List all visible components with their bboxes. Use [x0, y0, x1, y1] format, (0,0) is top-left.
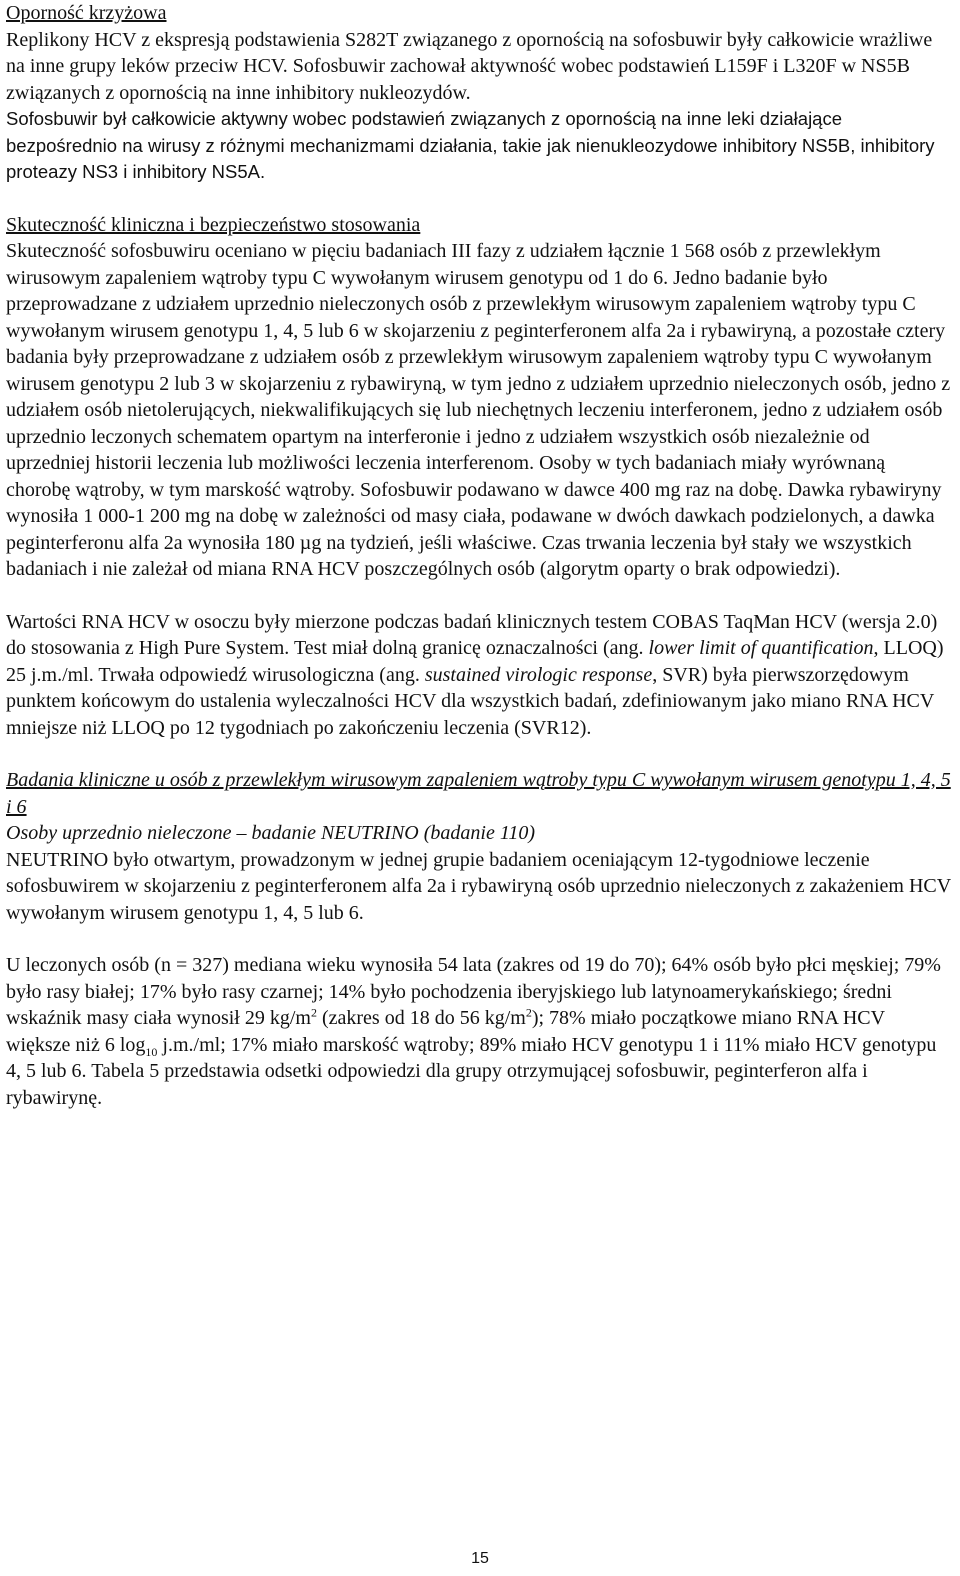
text-run: ); 78% miało początkowe miano RNA HCV większe niż 6 log: [6, 1007, 885, 1056]
spacer: [6, 741, 954, 767]
spacer: [6, 926, 954, 952]
efficacy-paragraph-1: Skuteczność sofosbuwiru oceniano w pięciu badaniach III fazy z udziałem łącznie 1 568 osób z przewlekłym wirusowym zapaleniem wątroby typu C wywołanym wirusem genotypu od 1 do 6. Jedno badanie było przeprowadzane z udziałem uprzednio nieleczonych osób z przewlekłym wirusowym zapaleniem wątroby typu C wywołanym wirusem genotypu 1, 4, 5 lub 6 w skojarzeniu z peginterferonem alfa 2a i rybawiryną, a pozostałe cztery badania były przeprowadzane z udziałem osób z przewlekłym wirusowym zapaleniem wątroby typu C wywołanym wirusem genotypu 2 lub 3 w skojarzeniu z rybawiryną, w tym jedno z udziałem uprzednio nieleczonych osób, jedno z udziałem osób nietolerujących, niekwalifikujących się lub niechętnych leczeniu interferonem, jedno z udziałem osób uprzednio leczonych schematem opartym na interferonie i jedno z udziałem wszystkich osób niezależnie od uprzedniej historii leczenia lub możliwości leczenia interferenom. Osoby w tych badaniach miały wyrównaną chorobę wątroby, w tym marskość wątroby. Sofosbuwir podawano w dawce 400 mg raz na dobę. Dawka rybawiryny wynosiła 1 000-1 200 mg na dobę w zależności od masy ciała, podawane w dwóch dawkach podzielonych, a dawka peginterferonu alfa 2a wynosiła 180 µg na tydzień, jeśli właściwe. Czas trwania leczenia był stały we wszystkich badaniach i nie zależał od miana RNA HCV poszczególnych osób (algorytm oparty o brak odpowiedzi).: [6, 240, 951, 580]
neutrino-subheading: Osoby uprzednio nieleczone – badanie NEUTRINO (badanie 110): [6, 822, 535, 844]
efficacy-paragraph-2: [6, 609, 954, 742]
resistance-paragraph-1: Replikony HCV z ekspresją podstawienia S282T związanego z opornością na sofosbuwir były całkowicie wrażliwe na inne grupy leków przeciw HCV. Sofosbuwir zachował aktywność wobec podstawień L159F i L320F w NS5B związanych z opornością na inne inhibitory nukleozydów.: [6, 28, 933, 104]
text-run: Wartości RNA HCV w osoczu były mierzone podczas badań klinicznych testem COBAS TaqMan HCV (wersja 2.0) do stosowania z High Pure System. Test miał dolną granicę oznaczalności (ang.: [6, 610, 938, 659]
neutrino-paragraph-2: [6, 952, 954, 1111]
neutrino-heading: Badania kliniczne u osób z przewlekłym wirusowym zapaleniem wątroby typu C wywołanym wirusem genotypu 1, 4, 5 i 6: [6, 769, 951, 818]
document-page: [6, 0, 954, 1111]
spacer: [6, 186, 954, 212]
text-run: U leczonych osób (n = 327) mediana wieku wynosiła 54 lata (zakres od 19 do 70); 64% osób było płci męskiej; 79% było rasy białej; 17% było rasy czarnej; 14% było pochodzenia iberyjskiego lub latynoamerykańskiego; średni wskaźnik masy ciała wynosił 29 kg/m: [6, 954, 941, 1029]
text-run: , LLOQ) 25 j.m./ml. Trwała odpowiedź wirusologiczna (ang.: [6, 637, 944, 686]
resistance-heading: Oporność krzyżowa: [6, 2, 167, 24]
text-run: (zakres od 18 do 56 kg/m: [316, 1007, 526, 1029]
neutrino-paragraph-1: NEUTRINO było otwartym, prowadzonym w jednej grupie badaniem oceniającym 12-tygodniowe leczenie sofosbuwirem w skojarzeniu z peginterferonem alfa 2a i rybawiryną osób uprzednio nieleczonych z zakażeniem HCV wywołanym wirusem genotypu 1, 4, 5 lub 6.: [6, 848, 951, 924]
text-run: , SVR) była pierwszorzędowym punktem końcowym do ustalenia wyleczalności HCV dla wszystkich badań, zdefiniowanym jako miano RNA HCV mniejsze niż LLOQ po 12 tygodniach po zakończeniu leczenia (SVR12).: [6, 663, 934, 739]
svr-term: sustained virologic response: [424, 663, 653, 686]
resistance-paragraph-2: Sofosbuwir był całkowicie aktywny wobec podstawień związanych z opornością na inne leki działające bezpośrednio na wirusy z różnymi mechanizmami działania, takie jak nienukleozydowe inhibitory NS5B, inhibitory proteazy NS3 i inhibitory NS5A.: [6, 108, 935, 182]
lloq-term: lower limit of quantification: [648, 637, 874, 659]
superscript: 2: [310, 1005, 317, 1020]
text-run: j.m./ml; 17% miało marskość wątroby; 89% miało HCV genotypu 1 i 11% miało HCV genotypu 4, 5 lub 6. Tabela 5 przedstawia odsetki odpowiedzi dla grupy otrzymującej sofosbuwir, peginterferon alfa i rybawirynę.: [6, 1033, 937, 1109]
superscript: 2: [525, 1005, 532, 1020]
spacer: [6, 583, 954, 609]
page-number: 15: [471, 1550, 489, 1567]
subscript: 10: [145, 1044, 158, 1059]
efficacy-heading: Skuteczność kliniczna i bezpieczeństwo stosowania: [6, 213, 421, 236]
